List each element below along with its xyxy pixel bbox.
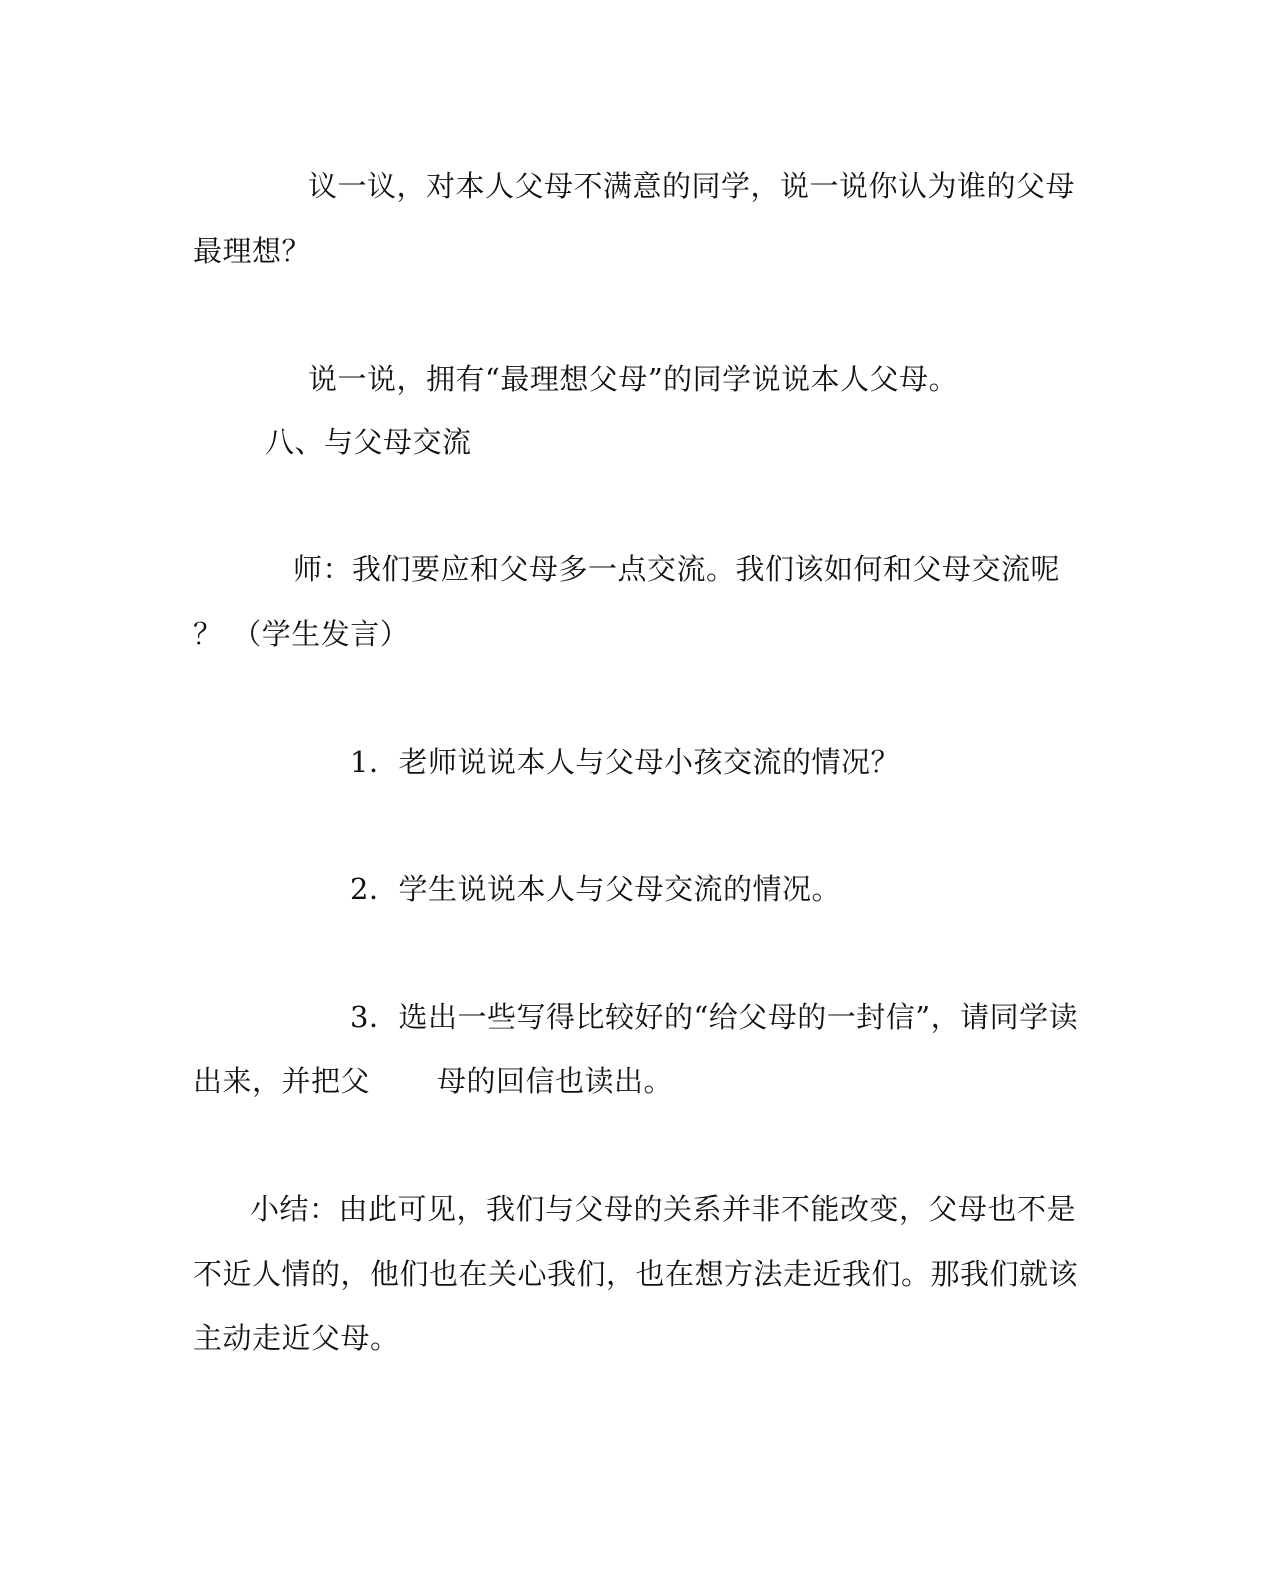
list-item-2: 2．学生说说本人与父母交流的情况。: [350, 872, 841, 906]
para2: 说一说，拥有“最理想父母”的同学说说本人父母。: [308, 362, 959, 396]
summary-line1: 小结：由此可见，我们与父母的关系并非不能改变，父母也不是: [250, 1192, 1077, 1226]
summary-line3: 主动走近父母。: [193, 1321, 400, 1355]
list-item-1: 1．老师说说本人与父母小孩交流的情况？: [350, 745, 900, 779]
list-item-3-line2-part1: 出来，并把父: [193, 1064, 371, 1098]
section-heading: 八、与父母交流: [265, 425, 472, 459]
list-item-3-line1: 3．选出一些写得比较好的“给父母的一封信”，请同学读: [350, 1000, 1079, 1034]
para1-line2: 最理想？: [193, 234, 312, 268]
list-item-3-line2-part2: 母的回信也读出。: [437, 1064, 674, 1098]
para3-line1: 师：我们要应和父母多一点交流。我们该如何和父母交流呢: [293, 552, 1061, 586]
para3-line2: ？ （学生发言）: [193, 617, 410, 651]
summary-line2: 不近人情的，他们也在关心我们，也在想方法走近我们。那我们就该: [193, 1257, 1079, 1291]
para1-line1: 议一议，对本人父母不满意的同学，说一说你认为谁的父母: [308, 169, 1076, 203]
